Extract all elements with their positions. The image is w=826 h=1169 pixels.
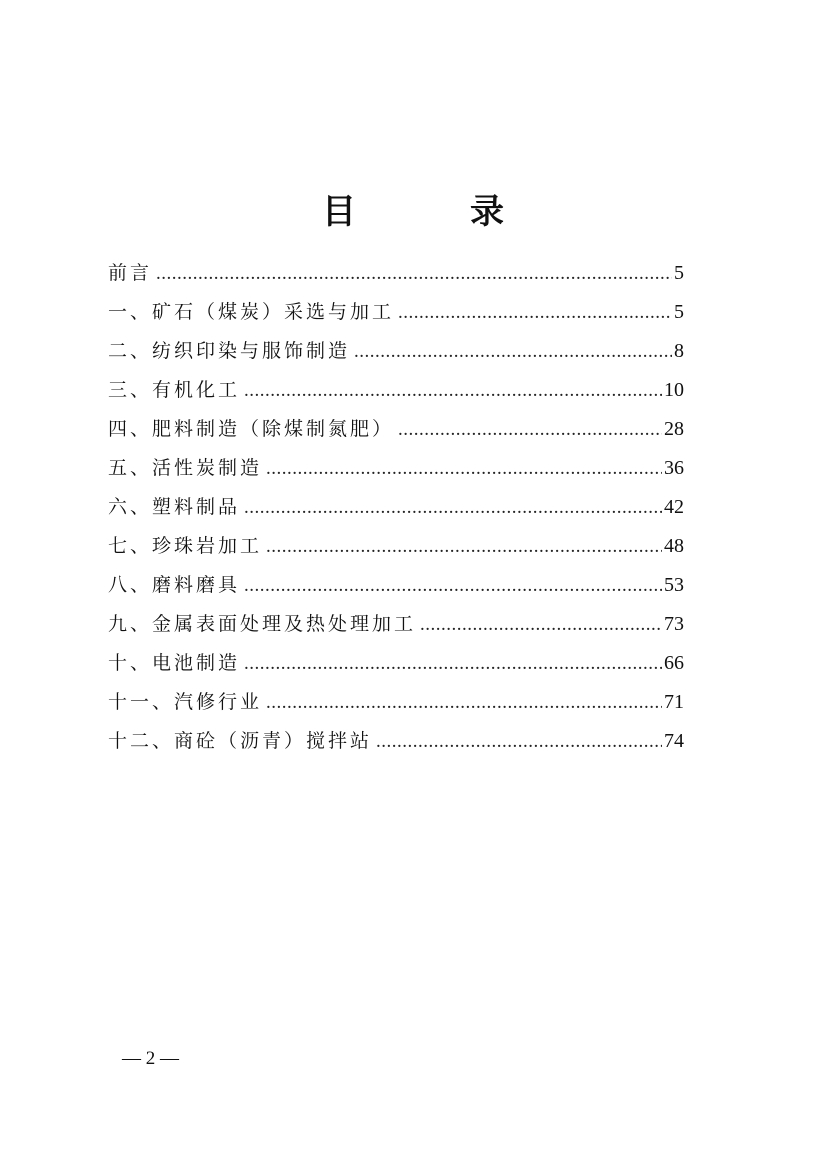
toc-page: 71 [664,691,684,713]
toc-leader [376,731,662,753]
toc-page: 5 [674,301,684,323]
toc-page: 74 [664,730,684,752]
toc-entry[interactable] [108,648,684,687]
toc-page: 73 [664,613,684,635]
toc-leader [244,380,662,402]
toc-leader [420,614,662,636]
toc-label: 十二、商砼（沥青）搅拌站 [108,730,373,752]
toc-entry[interactable] [108,375,684,414]
toc-entry[interactable] [108,531,684,570]
toc-page: 8 [674,340,684,362]
page-title: 目 录 [322,192,544,232]
toc-leader [244,653,662,675]
toc-entry[interactable] [108,726,684,765]
toc-leader [156,263,672,285]
toc-leader [244,575,662,597]
toc-entry[interactable] [108,453,684,492]
toc-label: 八、磨料磨具 [108,574,241,596]
toc-page: 28 [664,418,684,440]
toc-leader [266,536,662,558]
toc-entry[interactable] [108,570,684,609]
page-number-footer: — 2 — [122,1048,179,1069]
toc-label: 六、塑料制品 [108,496,241,518]
toc-page: 48 [664,535,684,557]
toc-entry[interactable] [108,258,684,297]
toc-leader [266,458,662,480]
toc-label: 十一、汽修行业 [108,691,263,713]
toc-page: 5 [674,262,684,284]
toc-label: 三、有机化工 [108,379,241,401]
toc-label: 二、纺织印染与服饰制造 [108,340,351,362]
toc-page: 53 [664,574,684,596]
toc-entry[interactable] [108,414,684,453]
toc-page: 10 [664,379,684,401]
toc-entry[interactable] [108,492,684,531]
toc-leader [244,497,662,519]
toc-entry[interactable] [108,687,684,726]
table-of-contents [108,258,684,765]
toc-entry[interactable] [108,297,684,336]
toc-label: 五、活性炭制造 [108,457,263,479]
toc-entry[interactable] [108,609,684,648]
toc-label: 四、肥料制造（除煤制氮肥） [108,418,395,440]
toc-leader [266,692,662,714]
toc-leader [398,419,662,441]
toc-entry[interactable] [108,336,684,375]
toc-leader [398,302,672,324]
toc-leader [354,341,672,363]
toc-label: 十、电池制造 [108,652,241,674]
toc-label: 七、珍珠岩加工 [108,535,263,557]
toc-label: 一、矿石（煤炭）采选与加工 [108,301,395,323]
toc-page: 42 [664,496,684,518]
toc-label: 前言 [108,262,153,284]
toc-page: 36 [664,457,684,479]
toc-page: 66 [664,652,684,674]
toc-label: 九、金属表面处理及热处理加工 [108,613,417,635]
